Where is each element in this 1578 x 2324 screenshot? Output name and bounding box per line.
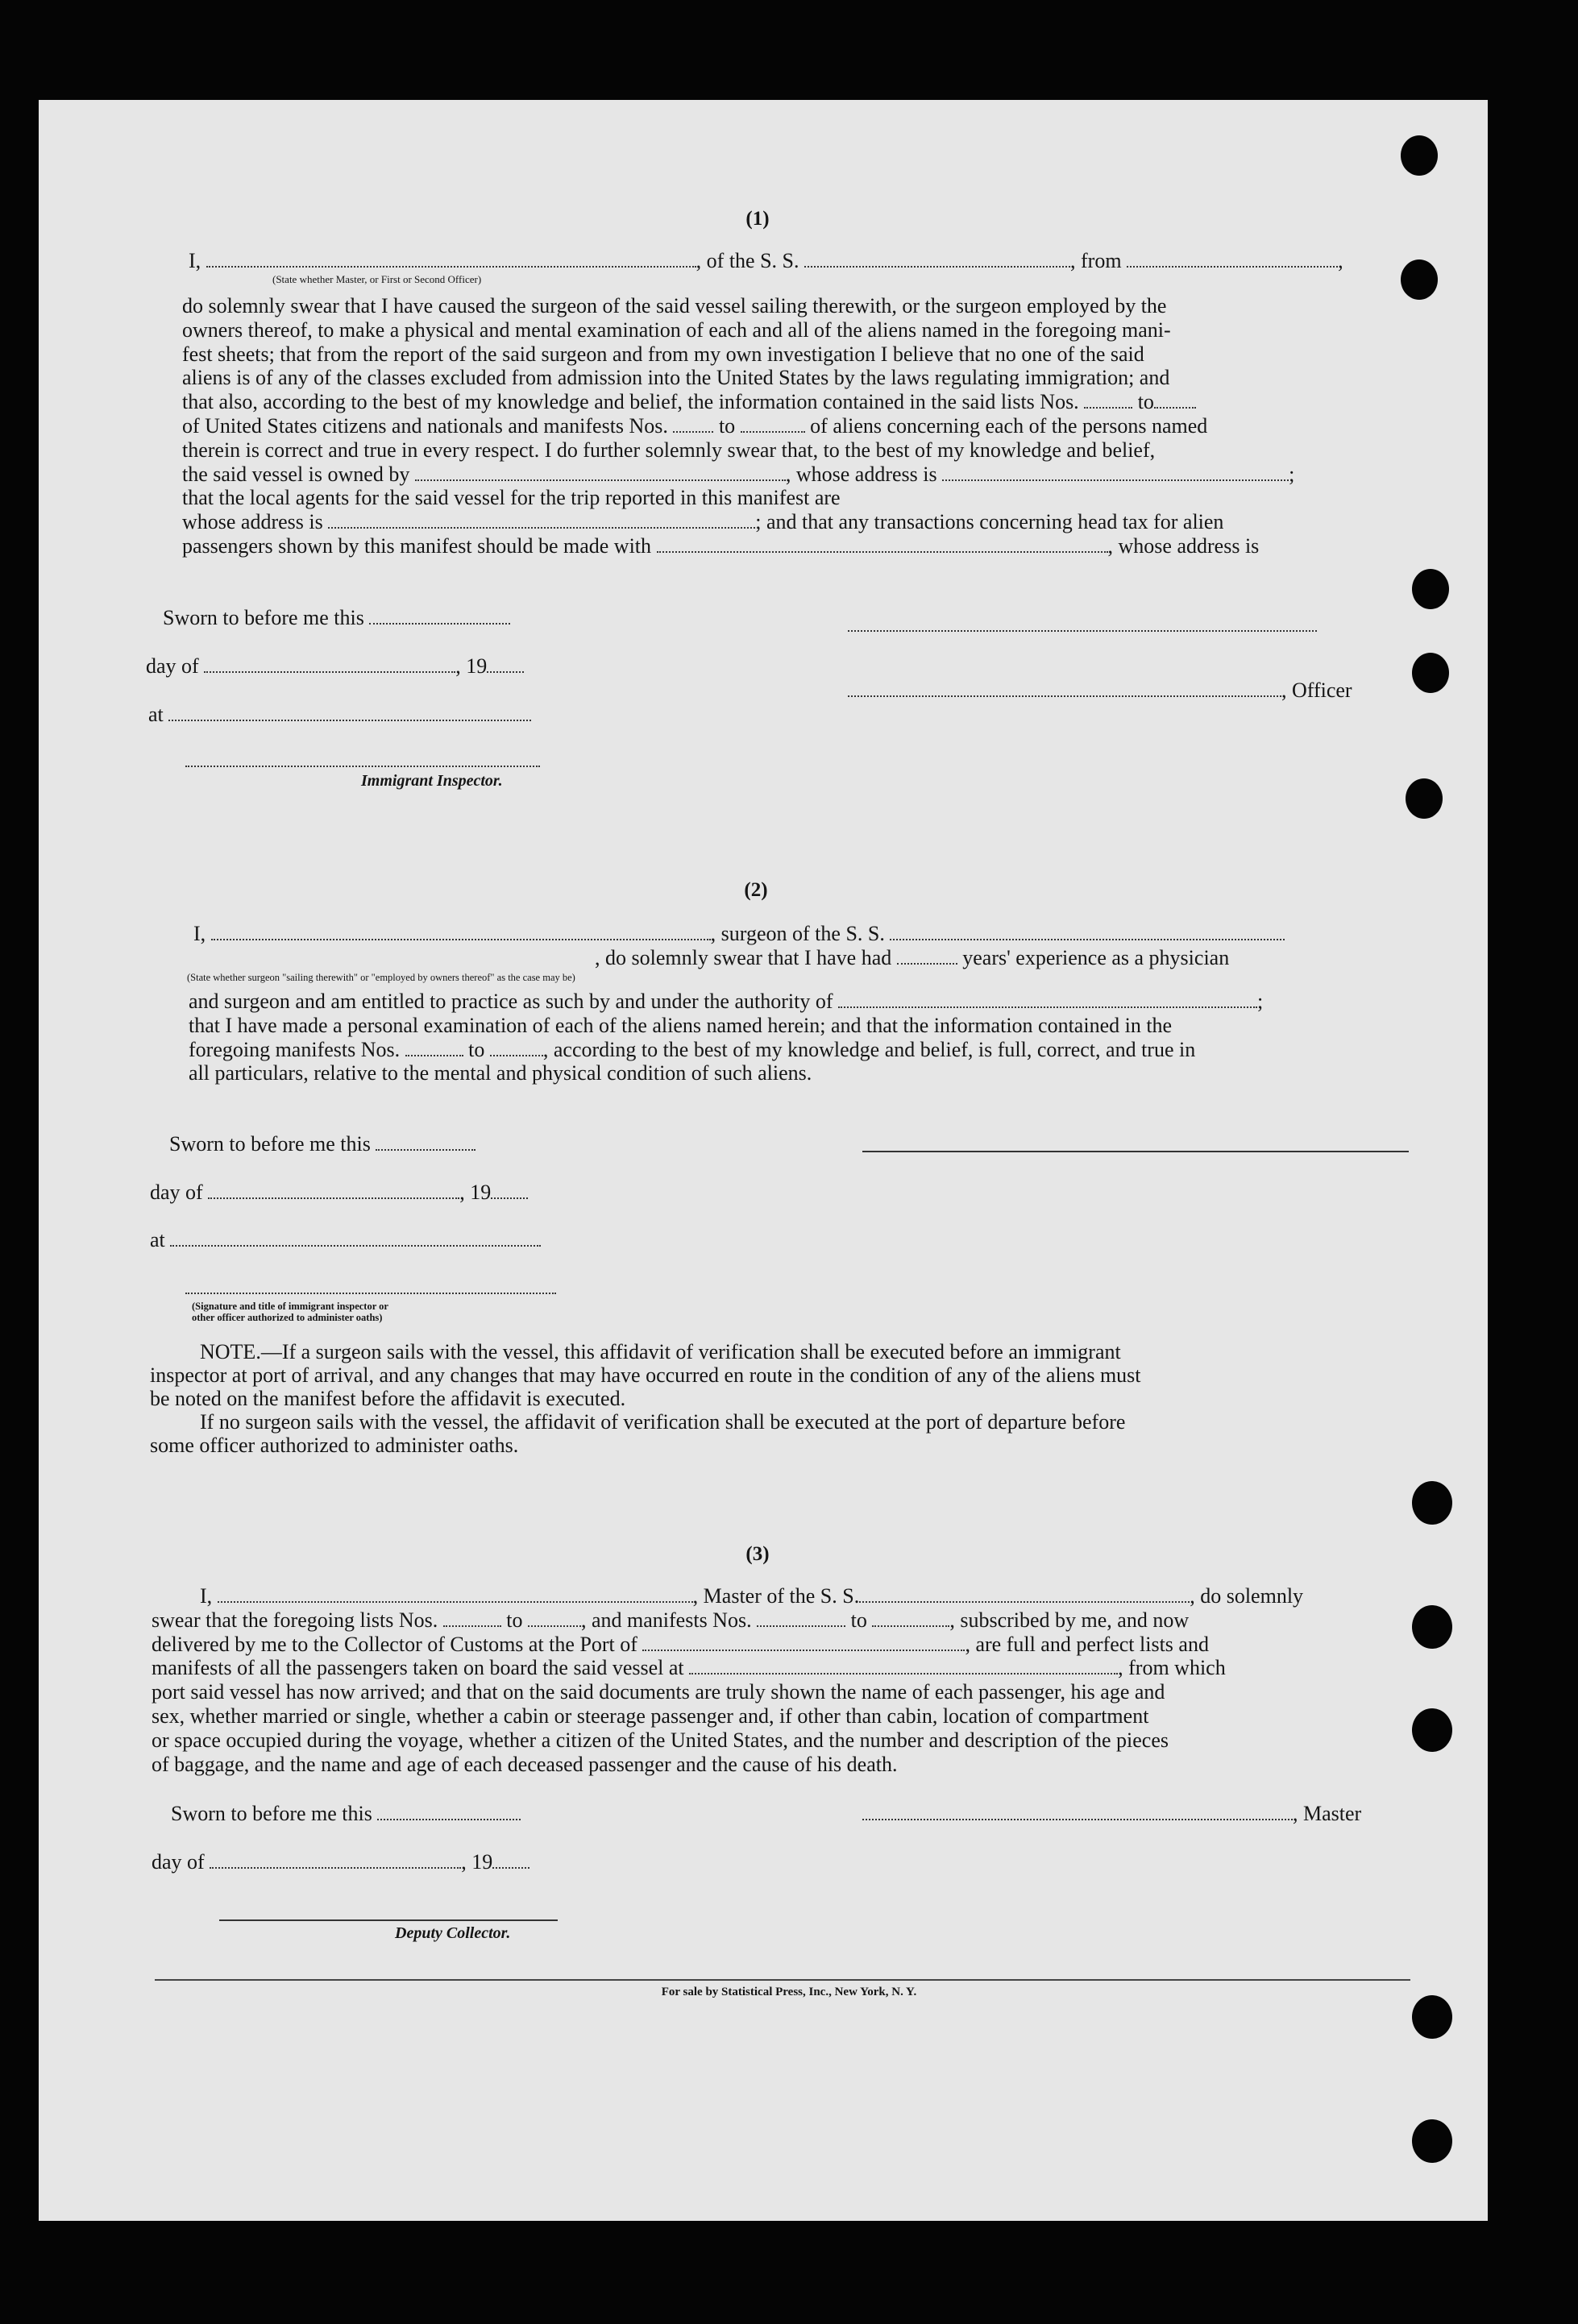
manifests-to-field[interactable] [872,1611,949,1627]
sworn-line [169,1132,475,1156]
day-line [152,1850,529,1874]
body-line: aliens is of any of the classes excluded from admission into the United States by the laws regulating immigration; and [182,366,1170,390]
body-line [182,463,1407,487]
note-paragraph [150,1340,1407,1457]
i-label: I, [193,922,206,945]
inspector-signature-line[interactable] [185,766,540,767]
manifests-to-field[interactable] [490,1040,543,1056]
note-line: some officer authorized to administer oaths. [150,1434,519,1457]
section-1-line-1 [189,249,1343,273]
binder-hole [1412,1481,1452,1525]
master-line [862,1802,1361,1826]
master-label: , Master [1293,1802,1362,1825]
to-label: to [506,1608,523,1632]
manifests-text: , and manifests Nos. [581,1608,752,1632]
day-of-label: day of [146,654,199,678]
body-line [152,1656,1410,1680]
to-label: to [850,1608,867,1632]
surgeon-of-label: , surgeon of the S. S. [710,922,885,945]
body-line [189,1038,1407,1062]
port-field[interactable] [642,1635,965,1651]
officer-label: , Officer [1281,679,1352,702]
comma: , [1338,249,1343,272]
master-of-label: , Master of the S. S. [692,1584,860,1608]
subscribed-text: , subscribed by me, and now [949,1608,1190,1632]
at-label: at [148,703,164,726]
i-label: I, [189,249,201,272]
officer-signature-field[interactable] [848,681,1281,697]
day-line [146,654,524,679]
officer-rank-field[interactable] [206,251,696,268]
manifests-from-field[interactable] [673,417,713,433]
lists-from-field[interactable] [443,1611,501,1627]
year-label: , 19 [459,1181,492,1204]
head-tax-contact-field[interactable] [657,537,1108,553]
form-page [39,100,1488,2221]
footer-text: For sale by Statistical Press, Inc., New York, N. Y. [661,1986,917,1998]
body-line: therein is correct and true in every respect. I do further solemnly swear that, to the best of my knowledge and belief, [182,438,1156,462]
surgeon-caption: (State whether surgeon "sailing therewith" or "employed by owners thereof" as the case may be) [187,972,575,983]
body-line: do solemnly swear that I have caused the surgeon of the said vessel sailing therewith, or the surgeon employed by the [182,294,1167,317]
deputy-collector-label: Deputy Collector. [395,1924,511,1942]
taken-on-board-text: manifests of all the passengers taken on board the said vessel at [152,1656,684,1680]
year-field[interactable] [492,1853,529,1869]
section-2-line-2 [595,946,1229,970]
manifests-text: foregoing manifests Nos. [189,1037,401,1061]
owned-by-text: the said vessel is owned by [182,462,410,486]
head-tax-text-2: passengers shown by this manifest should be made with [182,533,652,558]
binder-hole [1401,259,1438,300]
binder-hole [1412,2119,1452,2163]
caption-line: other officer authorized to administer oaths) [192,1312,383,1323]
body-line: that I have made a personal examination of each of the aliens named herein; and that the information contained in the [189,1013,1173,1037]
day-of-label: day of [150,1181,203,1204]
deputy-signature-line[interactable] [219,1919,558,1921]
day-field[interactable] [210,1853,461,1869]
binder-hole [1401,135,1438,176]
body-line [152,1633,1410,1657]
body-line [152,1608,1410,1633]
authority-text: and surgeon and am entitled to practice as such by and under the authority of [189,990,833,1013]
caption-line: (Signature and title of immigrant inspector or [192,1301,388,1312]
section-1-heading: (1) [745,208,770,230]
body-line: port said vessel has now arrived; and that on the said documents are truly shown the name of each passenger, his age and [152,1680,1165,1704]
at-label: at [150,1228,165,1251]
year-field[interactable] [491,1183,528,1199]
sworn-label: Sworn to before me this [163,606,364,629]
lists-from-field[interactable] [1084,392,1132,409]
to-label: to [718,413,736,438]
officer-rank-caption: (State whether Master, or First or Second Officer) [272,273,482,285]
section-1-body [182,294,1407,558]
binder-hole [1412,1995,1452,2039]
from-label: , from [1070,249,1122,272]
note-line: If no surgeon sails with the vessel, the affidavit of verification shall be executed at the port of departure before [200,1410,1126,1434]
sworn-line [171,1802,521,1826]
agents-address-field[interactable] [328,513,755,529]
at-place-field[interactable] [168,705,531,721]
year-label: , 19 [455,654,488,678]
body-line: owners thereof, to make a physical and mental examination of each and all of the aliens named in the foregoing mani- [182,317,1171,342]
body-line: sex, whether married or single, whether a cabin or steerage passenger and, if other than cabin, location of compartment [152,1704,1149,1728]
officer-line [848,679,1352,703]
address-text: , whose address is [1107,533,1260,558]
binder-hole [1412,1708,1452,1752]
i-label: I, [200,1584,213,1608]
sworn-label: Sworn to before me this [169,1132,371,1156]
immigrant-inspector-label: Immigrant Inspector. [361,772,503,790]
manifests-from-field[interactable] [405,1040,463,1056]
sworn-date-field[interactable] [369,608,510,625]
port-text: delivered by me to the Collector of Customs at the Port of [152,1632,637,1656]
section-2-heading: (2) [744,879,768,901]
master-name-field[interactable] [218,1587,693,1603]
section-3-heading: (3) [745,1543,770,1565]
binder-hole [1406,778,1443,819]
address-text: , whose address is [785,462,937,486]
section-2-body [189,990,1407,1085]
signature-caption [192,1301,388,1323]
note-line: inspector at port of arrival, and any changes that may have occurred en route in the condition of any of the aliens must [150,1363,1141,1387]
lists-to-field[interactable] [1154,392,1196,409]
vessel-name-field[interactable] [859,1587,1190,1603]
body-line: or space occupied during the voyage, whether a citizen of the United States, and the number and description of the pieces [152,1728,1169,1752]
to-label: to [1137,390,1154,414]
owner-address-field[interactable] [942,465,1289,481]
manifests-to-field[interactable] [741,417,805,433]
manifests-text-2: of aliens concerning each of the persons named [810,413,1208,438]
lists-text: swear that the foregoing lists Nos. [152,1608,438,1632]
day-field[interactable] [204,657,455,673]
body-line [152,1584,1410,1608]
body-line [182,534,1407,558]
surgeon-name-field[interactable] [211,924,711,940]
day-field[interactable] [208,1183,459,1199]
inspector-signature-line[interactable] [185,1293,556,1294]
owner-field[interactable] [415,465,786,481]
body-line: of baggage, and the name and age of each deceased passenger and the cause of his death. [152,1752,898,1776]
section-2-line-1 [193,922,1285,946]
body-line: that the local agents for the said vessel for the trip reported in this manifest are [182,486,841,510]
day-line [150,1181,528,1205]
years-field[interactable] [897,948,957,965]
vessel-name-field[interactable] [890,924,1285,940]
at-place-field[interactable] [170,1230,541,1247]
at-line [148,703,531,727]
lists-text: that also, according to the best of my knowledge and belief, the information contained in the said lists Nos. [182,390,1079,414]
year-label: , 19 [461,1850,493,1874]
surgeon-signature-line[interactable] [862,1151,1409,1152]
sworn-line [163,606,510,630]
sworn-date-field[interactable] [377,1804,521,1820]
body-line [182,510,1407,534]
binder-hole [1412,1605,1452,1649]
binder-hole [1412,653,1449,693]
at-line [150,1228,541,1252]
semicolon: ; [1257,990,1264,1013]
body-line [182,414,1407,438]
sworn-label: Sworn to before me this [171,1802,372,1825]
day-of-label: day of [152,1850,205,1874]
manifests-from-field[interactable] [757,1611,845,1627]
lists-to-field[interactable] [528,1611,581,1627]
from-port-field[interactable] [1127,251,1338,268]
full-lists-text: , are full and perfect lists and [965,1632,1209,1656]
swear-text: , do solemnly swear that I have had [595,946,892,969]
body-line [189,990,1407,1014]
head-tax-text: ; and that any transactions concerning head tax for alien [755,510,1224,534]
address-text: whose address is [182,510,323,534]
master-signature-field[interactable] [862,1804,1293,1820]
embarkation-port-field[interactable] [689,1658,1118,1675]
body-line: all particulars, relative to the mental and physical condition of such aliens. [189,1061,812,1085]
section-3-body [152,1584,1410,1776]
authority-field[interactable] [838,992,1257,1008]
body-line [182,390,1407,414]
footer-rule [155,1979,1410,1981]
vessel-name-field[interactable] [804,251,1070,268]
do-solemnly-text: , do solemnly [1190,1584,1304,1608]
year-field[interactable] [487,657,524,673]
note-line: NOTE.—If a surgeon sails with the vessel, this affidavit of verification shall be executed before an immigrant [200,1340,1121,1363]
experience-text: years' experience as a physician [962,946,1230,969]
of-ss-label: , of the S. S. [696,249,799,272]
from-which-text: , from which [1118,1656,1226,1680]
to-label: to [468,1037,485,1061]
binder-hole [1412,569,1449,609]
manifests-text: of United States citizens and nationals and manifests Nos. [182,413,668,438]
semicolon: ; [1289,462,1295,486]
according-text: , according to the best of my knowledge and belief, is full, correct, and true in [542,1037,1196,1061]
sworn-date-field[interactable] [376,1135,475,1151]
signature-line[interactable] [848,630,1317,632]
note-line: be noted on the manifest before the affidavit is executed. [150,1387,626,1410]
body-line: fest sheets; that from the report of the said surgeon and from my own investigation I believe that no one of the said [182,342,1144,366]
